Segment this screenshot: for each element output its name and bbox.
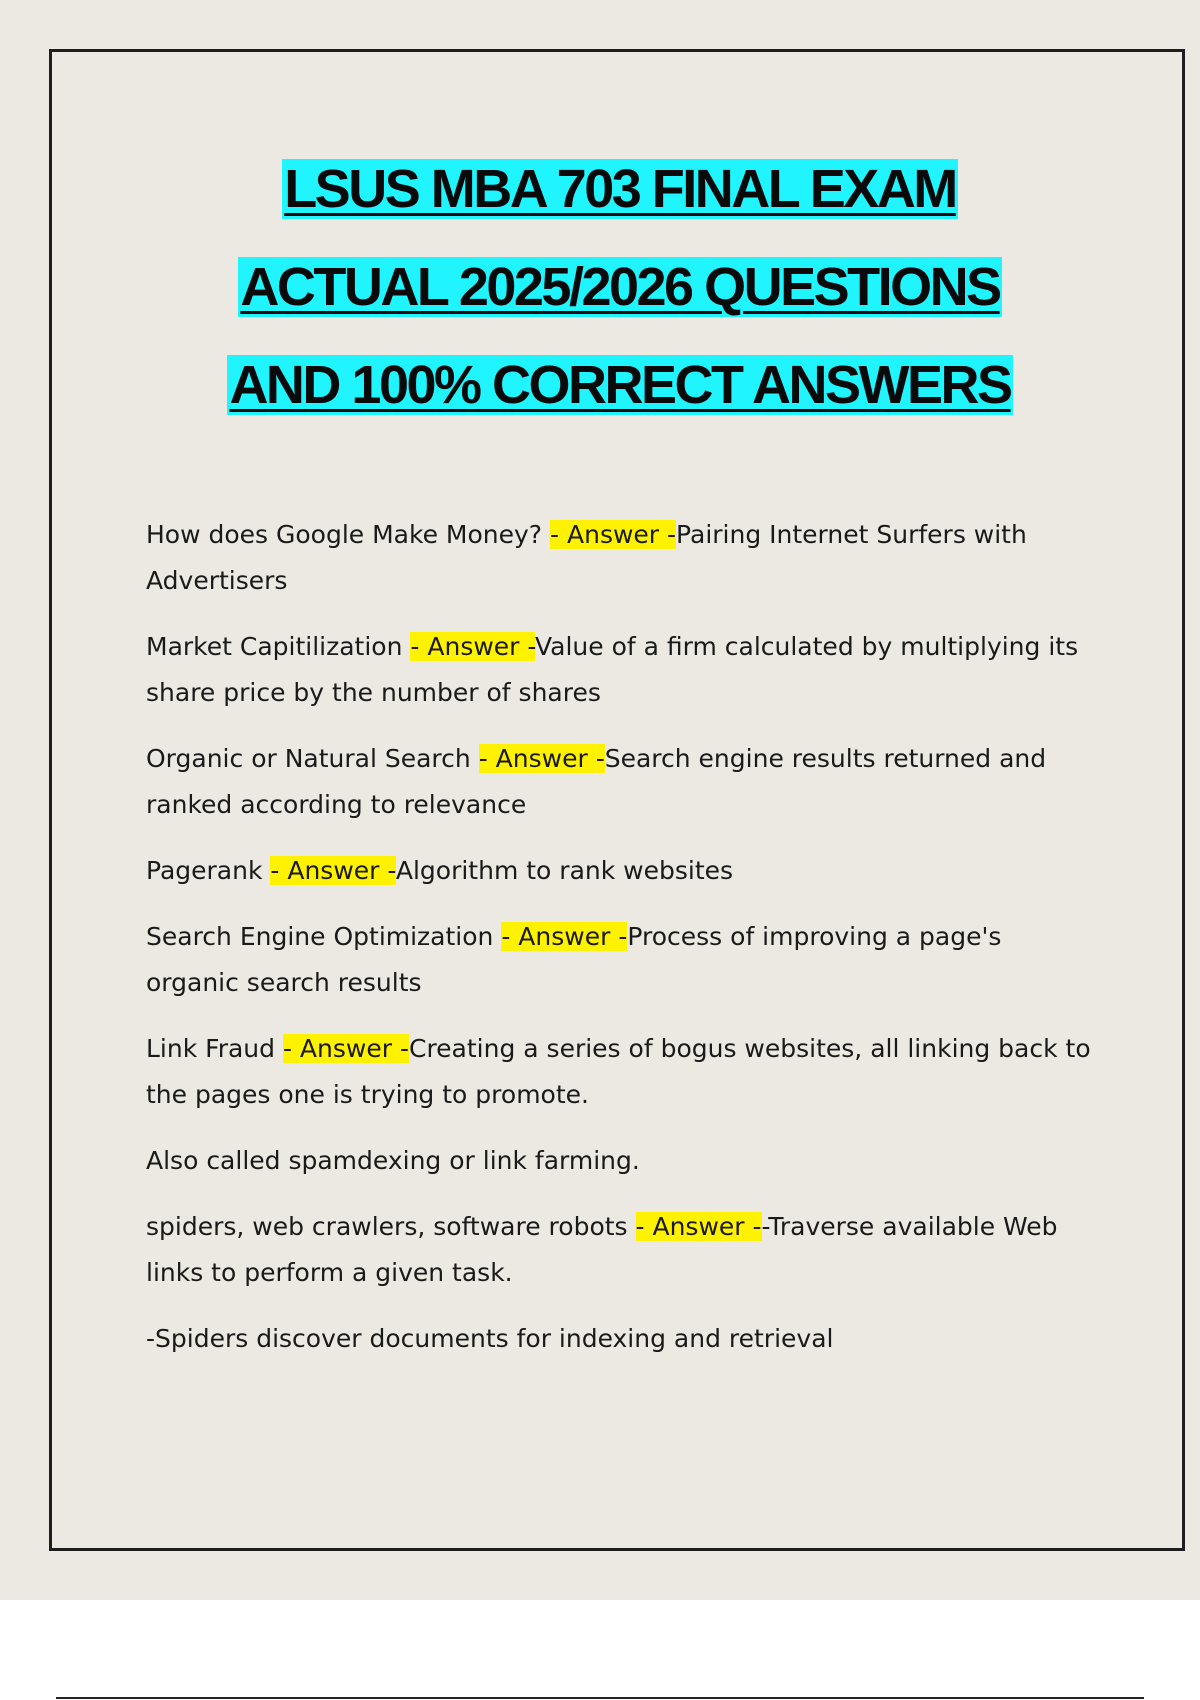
qa-term: Search Engine Optimization — [146, 922, 502, 951]
qa-item — [146, 624, 1096, 716]
qa-definition: -Traverse available Web links to perform a given task. — [146, 1212, 1058, 1287]
answer-marker: - Answer - — [501, 922, 628, 951]
title-line — [0, 238, 1200, 336]
title-line-3: AND 100% CORRECT ANSWERS — [229, 355, 1011, 415]
title-line-2: ACTUAL 2025/2026 QUESTIONS — [240, 257, 1000, 317]
answer-marker: - Answer - — [410, 632, 535, 661]
qa-note: -Spiders discover documents for indexing and retrieval — [146, 1324, 834, 1353]
title-line-1: LSUS MBA 703 FINAL EXAM — [284, 159, 956, 219]
qa-definition: Process of improving a page's organic search results — [146, 922, 1002, 997]
qa-term: Organic or Natural Search — [146, 744, 479, 773]
bottom-divider — [56, 1697, 1144, 1699]
qa-term: Pagerank — [146, 856, 271, 885]
qa-list — [146, 512, 1096, 1382]
qa-definition: Algorithm to rank websites — [395, 856, 734, 885]
answer-marker: - Answer - — [478, 744, 605, 773]
qa-term: Market Capitilization — [146, 632, 411, 661]
document-title — [0, 140, 1200, 434]
qa-term: Link Fraud — [146, 1034, 283, 1063]
qa-note: Also called spamdexing or link farming. — [146, 1146, 640, 1175]
answer-marker: - Answer - — [282, 1034, 409, 1063]
qa-item — [146, 1204, 1096, 1296]
qa-definition: Creating a series of bogus websites, all linking back to the pages one is trying to promote. — [146, 1034, 1091, 1109]
answer-marker: - Answer - — [635, 1212, 762, 1241]
qa-term: How does Google Make Money? — [146, 520, 551, 549]
qa-item — [146, 848, 1096, 894]
answer-marker: - Answer - — [270, 856, 396, 885]
qa-definition: Value of a firm calculated by multiplying its share price by the number of shares — [146, 632, 1079, 707]
answer-marker: - Answer - — [550, 520, 677, 549]
title-line — [0, 336, 1200, 434]
qa-definition: Pairing Internet Surfers with Advertisers — [146, 520, 1027, 595]
qa-term: spiders, web crawlers, software robots — [146, 1212, 636, 1241]
qa-item — [146, 512, 1096, 604]
qa-item — [146, 914, 1096, 1006]
qa-definition: Search engine results returned and ranked according to relevance — [146, 744, 1047, 819]
qa-item — [146, 736, 1096, 828]
qa-item — [146, 1026, 1096, 1118]
title-line — [0, 140, 1200, 238]
